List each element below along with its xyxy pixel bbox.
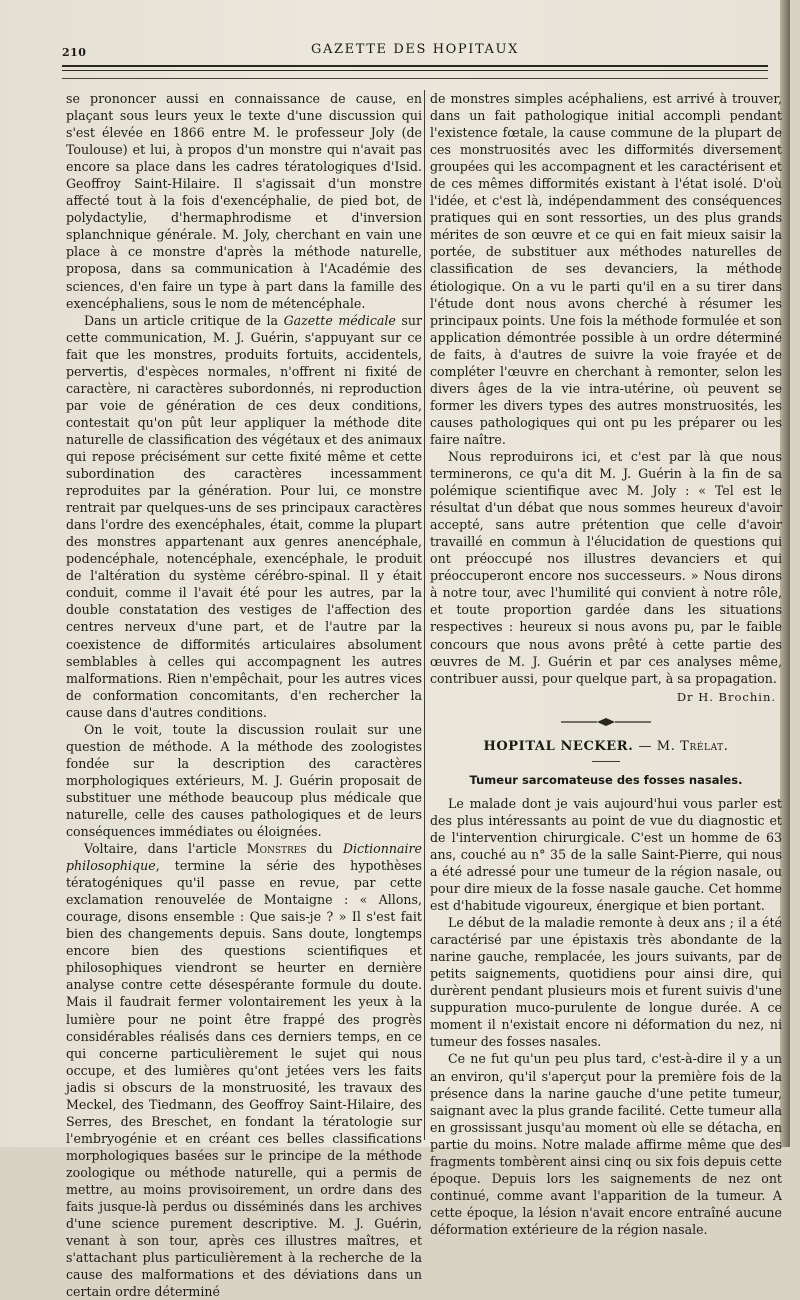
paragraph-text: du [306,841,343,857]
paragraph-italic-title: Dictionnaire philosophique [66,841,422,874]
subsection-title: Tumeur sarcomateuse des fosses nasales. [469,772,743,787]
header-double-rule [62,65,768,71]
page-header [62,40,768,64]
paragraph-text: sur cette communication, M. J. Guérin, s'appuyant sur ce fait que les monstres, produits fortuits, accidentels, pervertis, d'espèces normales, n'offrent ni fixité de caractère, ni caractères subordonnés, ni reproduction par voie de génération de ces deux conditions, contestait qu'on pût leur appliquer la méthode dite naturelle de classification des végétaux et des animaux qui repose précisément sur cette fixité même et cette subordination des caractères incessamment reproduites par la génération. Pour lui, ce monstre rentrait par quelques-uns de ses principaux caractères dans l'ordre des exencéphales, était, comme la plupart des monstres appartenant aux genres anencéphale, podencéphale, notencéphale, exencéphale, le produit de l'altération du système cérébro-spinal. Il y était conduit, comme il l'avait été pour les autres, par la double constatation des vestiges de l'affection des centres nerveux d'une part, et de l'autre par la coexistence de difformités articulaires absolument semblables à celles qui accompagnent les autres malformations. Rien n'empêchait, pour les autres vices de conformation concomitants, d'en rechercher la cause dans d'autres conditions. [66,312,422,720]
section-title [430,738,782,755]
left-column-paragraph: se prononcer aussi en connaissance de cause, en plaçant sous leurs yeux le texte d'une discussion qui s'est élevée en 1866 entre M. le professeur Joly (de Toulouse) et lui, à propos d'un monstre qui n'avait pas encore sa place dans les cadres tératologiques d'Isid. Geoffroy Saint-Hilaire. Il s'agissait d'un monstre affecté tout à la fois d'exencéphalie, de pied bot, de polydactylie, d'hermaphrodisme et d'inversion splanchnique générale. M. Joly, cherchant en vain une place à ce monstre d'après la méthode naturelle, proposa, dans sa communication à l'Académie des sciences, d'en faire un type à part dans la famille des exencéphaliens, sous le nom de métencéphale. [66,91,422,311]
paragraph-italic-title: Gazette médicale [283,312,396,328]
paragraph-text: , termine la série des hypothèses tératogéniques qu'il passe en revue, par cette exclamation renouvelée de Montaigne : « Allons, courage, disons ensemble : Que sais-je ? » Il s'est fait bien des changements depuis. Sans doute, longtemps encore bien des questions scientifiques et philosophiques viendront se heurter en dernière analyse contre cette désespérante formule du doute. Mais il faudrait fermer volontairement les yeux à la lumière pour ne point être frappé des progrès considérables réalisés dans ces derniers temps, en ce qui concerne particulièrement le sujet qui nous occupe, et des lumières qu'ont jetées vers les faits jadis si obscurs de la monstruosité, les travaux des Meckel, des Tiedmann, des Geoffroy Saint-Hilaire, des Serres, des Breschet, en fondant la tératologie sur l'embryogénie et en créant ces belles classifications morphologiques basées sur le principe de la méthode zoologique ou méthode naturelle, qui a permis de mettre, au moins provisoirement, un ordre dans des faits jusque-là perdus ou disséminés dans les archives d'une science purement descriptive. M. J. Guérin, venant à son tour, après ces illustres maîtres, et s'attachant plus particulièrement à la recherche de la cause des malformations et des déviations dans un certain ordre déterminé [66,858,422,1300]
left-column-paragraph [66,312,422,721]
right-column-paragraph: de monstres simples acéphaliens, est arrivé à trouver, dans un fait pathologique initial accompli pendant l'existence fœtale, la cause commune de la plupart de ces monstruosités avec les difformités diversement groupées qui les accompagnent et les caractérisent et de ces mêmes difformités existant à l'état isolé. D'où l'idée, et c'est là, indépendamment des conséquences pratiques qui en sont ressorties, un des plus grands mérites de son œuvre et ce qui en fait mieux saisir la portée, de substituer aux méthodes naturelles de classification de ses devanciers, la méthode étiologique. On a vu le parti qu'il en a su tirer dans l'étude dont nous avons cherché à résumer les principaux points. Une fois la méthode formulée et son application démontrée possible à un ordre déterminé de faits, à d'autres de suivre la voie frayée et de compléter l'œuvre en cherchant à remonter, selon les divers âges de la vie intra-utérine, où peuvent se former les divers types des autres monstruosités, les causes pathologiques qui ont pu les préparer ou les faire naître. [430,91,782,447]
paragraph-text: Voltaire, dans l'article [84,841,247,857]
left-column-paragraph [66,840,422,1300]
ornament-divider [531,716,681,728]
page-number: 210 [62,46,87,59]
case-report-paragraph: Le début de la maladie remonte à deux ans ; il a été caractérisé par une épistaxis très abondante de la narine gauche, remplacée, les jours suivants, par de petits saignements, quotidiens pour ainsi dire, qui durèrent pendant plusieurs mois et furent suivis d'une suppuration muco-purulente de longue durée. A ce moment il n'existait encore ni déformation du nez, ni tumeur des fosses nasales. [430,915,782,1050]
section-author: — M. Trélat. [638,738,729,754]
journal-title: GAZETTE DES HOPITAUX [311,42,519,57]
header-thin-rule [62,78,768,79]
case-report-paragraph: Ce ne fut qu'un peu plus tard, c'est-à-dire il y a un an environ, qu'il s'aperçut pour la première fois de la présence dans la narine gauche d'une petite tumeur, saignant avec la plus grande facilité. Cette tumeur alla en grossissant jusqu'au moment où elle se détacha, en partie du moins. Notre malade affirme même que des fragments tombèrent ainsi cinq ou six fois depuis cette époque. Depuis lors les saignements de nez ont continué, comme avant l'apparition de la tumeur. A cette époque, la lésion n'avait encore entraîné aucune déformation extérieure de la région nasale. [430,1051,782,1237]
case-report-paragraph: Le malade dont je vais aujourd'hui vous parler est des plus intéressants au point de vue du diagnostic et de l'intervention chirurgicale. C'est un homme de 63 ans, couché au n° 35 de la salle Saint-Pierre, qui nous a été adressé pour une tumeur de la région nasale, ou pour dire mieux de la fosse nasale gauche. Cet homme est d'habitude vigoureux, énergique et bien portant. [430,795,782,914]
column-divider [424,90,425,1140]
section-title-text: HOPITAL NECKER. [483,738,634,754]
paragraph-text: Dans un article critique de la [84,312,284,328]
article-signature: Dr H. Brochin. [676,689,776,704]
right-column [430,90,782,1238]
left-column-paragraph: On le voit, toute la discussion roulait sur une question de méthode. A la méthode des zoologistes fondée sur la description des caractères morphologiques extérieurs, M. J. Guérin proposait de substituer une méthode beaucoup plus médicale que naturelle, celle des causes pathologiques et de leurs conséquences immédiates ou éloignées. [66,721,422,840]
right-column-case-report [430,795,782,1238]
paragraph-smallcaps-term: Monstres [246,841,307,857]
short-rule [592,761,620,762]
right-column-article-end [430,90,782,687]
right-column-paragraph: Nous reproduirons ici, et c'est par là que nous terminerons, ce qu'a dit M. J. Guérin à la fin de sa polémique scientifique avec M. Joly : « Tel est le résultat d'un débat que nous sommes heureux d'avoir accepté, sans autre prétention que celle d'avoir travaillé en commun à l'élucidation de questions qui ont préoccupé nos illustres devanciers et qui préoccuperont encore nos successeurs. » Nous dirons à notre tour, avec l'humilité qui convient à notre rôle, et toute proportion gardée dans les situations respectives : heureux si nous avons pu, par le faible concours que nous avons prêté à cette partie des œuvres de M. J. Guérin et par ces analyses même, contribuer aussi, pour quelque part, à sa propagation. [430,448,782,686]
left-column [66,90,422,1300]
